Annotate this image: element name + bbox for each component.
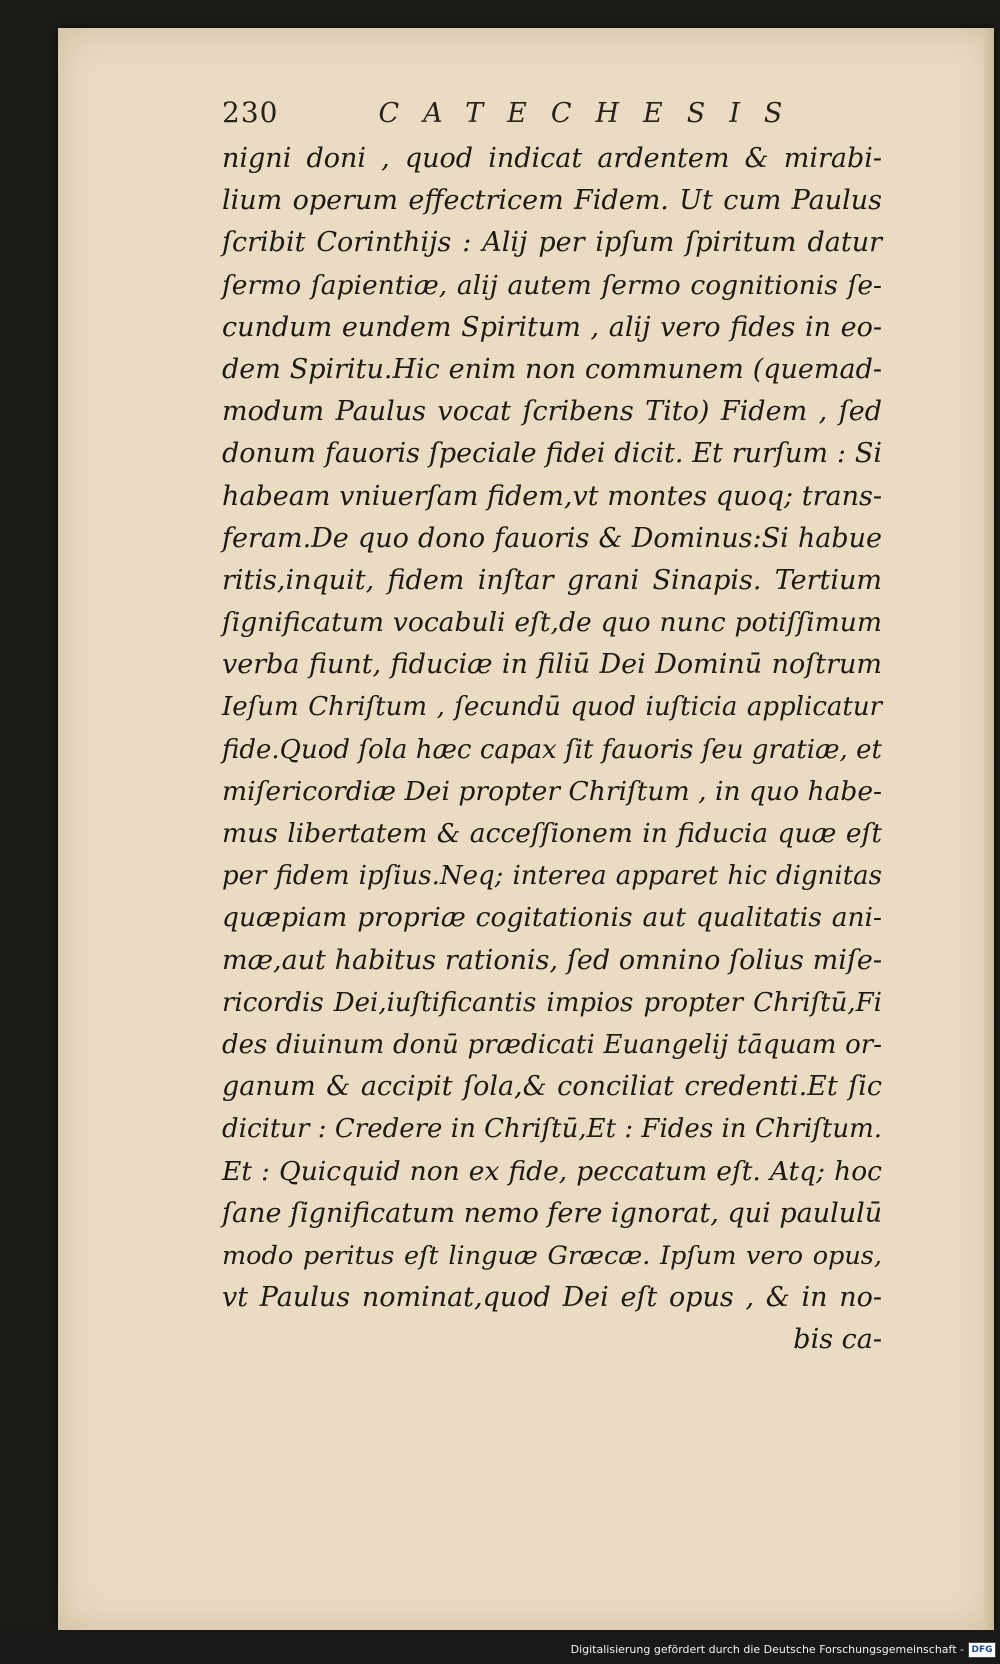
text-line: verba fiunt, fiduciæ in filiū Dei Dominū noſtrum bbox=[222, 649, 882, 681]
text-line: ricordis Dei,iuſtificantis impios propter Chriſtū,Fi bbox=[222, 987, 882, 1018]
text-line: dem Spiritu.Hic enim non communem (quemad- bbox=[222, 353, 882, 385]
text-line: miſericordiæ Dei propter Chriſtum , in quo habe- bbox=[222, 775, 882, 807]
text-line: ritis,inquit, fidem inſtar grani Sinapis. Tertium bbox=[222, 564, 882, 596]
text-line: ſermo ſapientiæ, alij autem ſermo cognitionis ſe- bbox=[222, 269, 882, 301]
catchword: bis ca- bbox=[793, 1324, 882, 1356]
text-line: cundum eundem Spiritum , alij vero fides in eo- bbox=[222, 311, 882, 343]
dfg-logo-icon: DFG bbox=[968, 1642, 996, 1658]
text-line: Et : Quicquid non ex fide, peccatum eſt. Atq; hoc bbox=[222, 1155, 882, 1187]
footer-bar bbox=[0, 1630, 1000, 1664]
text-line: mus libertatem & acceſſionem in fiducia quæ eſt bbox=[222, 818, 882, 849]
text-line: ſane ſignificatum nemo fere ignorat, qui paululū bbox=[222, 1197, 883, 1229]
running-head bbox=[222, 96, 812, 129]
text-line: quæpiam propriæ cogitationis aut qualitatis ani- bbox=[222, 902, 882, 934]
text-line: lium operum effectricem Fidem. Ut cum Paulus bbox=[222, 185, 882, 217]
text-line: feram.De quo dono fauoris & Dominus:Si habue bbox=[222, 522, 882, 554]
text-line: mæ,aut habitus rationis, ſed omnino ſolius miſe- bbox=[222, 944, 882, 976]
text-line: des diuinum donū prædicati Euangelij tāquam or- bbox=[222, 1029, 882, 1060]
text-line: vt Paulus nominat,quod Dei eſt opus , & in no- bbox=[222, 1282, 882, 1314]
page-number: 230 bbox=[222, 96, 279, 129]
text-line: ganum & accipit ſola,& conciliat credenti.Et ſic bbox=[222, 1071, 882, 1103]
text-line: habeam vniuerſam fidem,vt montes quoq; trans- bbox=[222, 480, 882, 512]
text-line: per fidem ipſius.Neq; interea apparet hic dignitas bbox=[222, 861, 882, 892]
text-line: ſignificatum vocabuli eſt,de quo nunc potiſſimum bbox=[222, 607, 882, 639]
text-line: modo peritus eſt linguæ Græcæ. Ipſum vero opus, bbox=[222, 1240, 882, 1271]
text-line: dicitur : Credere in Chriſtū,Et : Fides in Chriſtum. bbox=[222, 1114, 882, 1145]
page-edge bbox=[984, 28, 994, 1630]
running-title: CATECHESIS bbox=[378, 98, 807, 129]
text-line: nigni doni , quod indicat ardentem & mirabi- bbox=[222, 143, 882, 174]
text-line: modum Paulus vocat ſcribens Tito) Fidem , ſed bbox=[222, 396, 882, 428]
text-line: donum fauoris ſpeciale fidei dicit. Et rurſum : Si bbox=[222, 438, 882, 470]
funding-credit: Digitalisierung gefördert durch die Deutsche Forschungsgemeinschaft - bbox=[570, 1643, 964, 1656]
text-line: Ieſum Chriſtum , ſecundū quod iuſticia applicatur bbox=[222, 692, 882, 723]
text-line: fide.Quod ſola hæc capax ſit fauoris ſeu gratiæ, et bbox=[222, 734, 882, 765]
body-text bbox=[222, 138, 882, 1361]
text-line: ſcribit Corinthijs : Alij per ipſum ſpiritum datur bbox=[222, 227, 882, 259]
